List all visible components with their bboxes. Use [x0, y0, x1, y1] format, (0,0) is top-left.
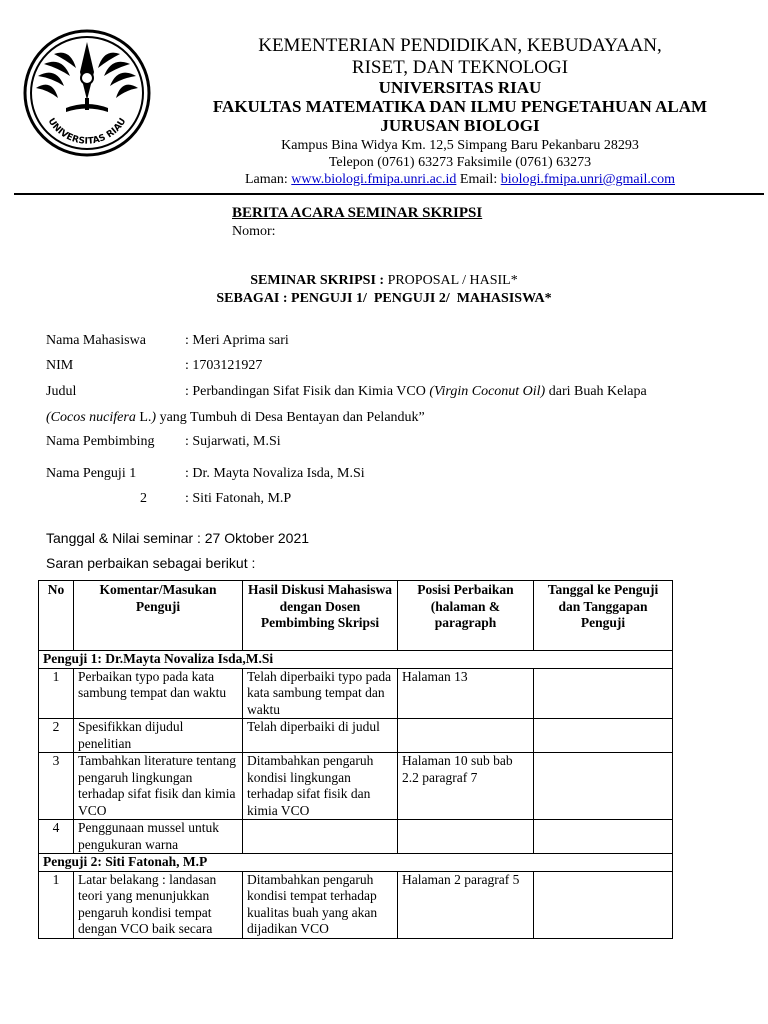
svg-text:UNIVERSITAS RIAU: UNIVERSITAS RIAU	[45, 116, 129, 147]
thesis-title-line-1: : Perbandingan Sifat Fisik dan Kimia VCO (Virgin Coconut Oil) dari Buah Kelapa	[185, 384, 647, 399]
seminar-label: SEMINAR SKRIPSI :	[250, 273, 385, 288]
examiner-2-number: 2	[140, 491, 147, 506]
group-label: Penguji 2: Siti Fatonah, M.P	[39, 854, 673, 872]
cell-no: 1	[39, 668, 74, 719]
col-header-hasil: Hasil Diskusi Mahasiswa dengan Dosen Pembimbing Skripsi	[243, 581, 398, 651]
cell-hasil: Ditambahkan pengaruh kondisi lingkungan terhadap sifat fisik dan kimia VCO	[243, 753, 398, 820]
cell-tanggal	[534, 668, 673, 719]
email-link[interactable]: biologi.fmipa.unri@gmail.com	[500, 172, 675, 187]
cell-hasil: Telah diperbaiki di judul	[243, 719, 398, 753]
table-row	[39, 871, 673, 938]
cell-hasil	[243, 820, 398, 854]
seminar-date: Tanggal & Nilai seminar : 27 Oktober 2021	[46, 530, 310, 546]
cell-komentar: Latar belakang : landasan teori yang menunjukkan pengaruh kondisi tempat dengan VCO baik secara	[74, 871, 243, 938]
cell-komentar: Spesifikkan dijudul penelitian	[74, 719, 243, 753]
nim-label: NIM	[46, 358, 74, 373]
cell-posisi: Halaman 13	[398, 668, 534, 719]
cell-posisi: Halaman 2 paragraf 5	[398, 871, 534, 938]
nim-value: : 1703121927	[185, 358, 263, 373]
document-number-label: Nomor:	[232, 224, 276, 239]
cell-tanggal	[534, 753, 673, 820]
group-row-penguji-1	[39, 651, 673, 669]
cell-tanggal	[534, 820, 673, 854]
examiner-label: Nama Penguji 1	[46, 466, 137, 481]
cell-tanggal	[534, 719, 673, 753]
ministry-line-1: KEMENTERIAN PENDIDIKAN, KEBUDAYAAN,	[258, 35, 662, 56]
col-header-posisi: Posisi Perbaikan (halaman & paragraph	[398, 581, 534, 651]
cell-no: 2	[39, 719, 74, 753]
cell-posisi	[398, 820, 534, 854]
university-name: UNIVERSITAS RIAU	[378, 78, 542, 97]
cell-posisi: Halaman 10 sub bab 2.2 paragraf 7	[398, 753, 534, 820]
cell-komentar: Penggunaan mussel untuk pengukuran warna	[74, 820, 243, 854]
seminar-type-line	[0, 273, 768, 289]
student-name-label: Nama Mahasiswa	[46, 333, 146, 348]
university-logo	[22, 28, 152, 158]
group-row-penguji-2	[39, 854, 673, 872]
cell-hasil: Telah diperbaiki typo pada kata sambung tempat dan waktu	[243, 668, 398, 719]
group-label: Penguji 1: Dr.Mayta Novaliza Isda,M.Si	[39, 651, 673, 669]
cell-komentar: Perbaikan typo pada kata sambung tempat dan waktu	[74, 668, 243, 719]
seminar-options: PROPOSAL / HASIL*	[387, 273, 518, 288]
col-header-tanggal: Tanggal ke Penguji dan Tanggapan Penguji	[534, 581, 673, 651]
letterhead-divider	[14, 193, 764, 195]
cell-no: 1	[39, 871, 74, 938]
contact-line	[160, 171, 760, 188]
col-header-no: No	[39, 581, 74, 651]
table-row	[39, 820, 673, 854]
department-name: JURUSAN BIOLOGI	[380, 116, 540, 135]
suggestion-intro: Saran perbaikan sebagai berikut :	[46, 555, 256, 571]
table-row	[39, 753, 673, 820]
table-header-row	[39, 581, 673, 651]
table-row	[39, 719, 673, 753]
examiner-1-value: : Dr. Mayta Novaliza Isda, M.Si	[185, 466, 365, 481]
thesis-title-line-2: (Cocos nucifera L.) yang Tumbuh di Desa Bentayan dan Pelanduk”	[46, 410, 425, 425]
cell-hasil: Ditambahkan pengaruh kondisi tempat terhadap kualitas buah yang akan dijadikan VCO	[243, 871, 398, 938]
universitas-riau-seal-icon	[22, 28, 152, 158]
cell-komentar: Tambahkan literature tentang pengaruh lingkungan terhadap sifat fisik dan kimia VCO	[74, 753, 243, 820]
student-name-value: : Meri Aprima sari	[185, 333, 289, 348]
examiner-2-value: : Siti Fatonah, M.P	[185, 491, 292, 506]
ministry-line-2: RISET, DAN TEKNOLOGI	[351, 57, 569, 78]
role-line: SEBAGAI : PENGUJI 1/ PENGUJI 2/ MAHASISWA*	[216, 291, 552, 306]
cell-no: 4	[39, 820, 74, 854]
supervisor-value: : Sujarwati, M.Si	[185, 434, 281, 449]
phone-fax: Telepon (0761) 63273 Faksimile (0761) 63273	[328, 155, 592, 170]
table-row	[39, 668, 673, 719]
address: Kampus Bina Widya Km. 12,5 Simpang Baru Pekanbaru 28293	[281, 138, 639, 153]
website-link[interactable]: www.biologi.fmipa.unri.ac.id	[291, 172, 457, 187]
cell-no: 3	[39, 753, 74, 820]
revision-table	[38, 580, 673, 939]
cell-posisi	[398, 719, 534, 753]
document-title: BERITA ACARA SEMINAR SKRIPSI	[232, 205, 483, 221]
supervisor-label: Nama Pembimbing	[46, 434, 155, 449]
website-label: Laman:	[245, 172, 288, 187]
faculty-name: FAKULTAS MATEMATIKA DAN ILMU PENGETAHUAN ALAM	[212, 97, 708, 116]
thesis-title-label: Judul	[46, 384, 77, 399]
cell-tanggal	[534, 871, 673, 938]
email-label: Email:	[459, 172, 498, 187]
col-header-komentar: Komentar/Masukan Penguji	[74, 581, 243, 651]
